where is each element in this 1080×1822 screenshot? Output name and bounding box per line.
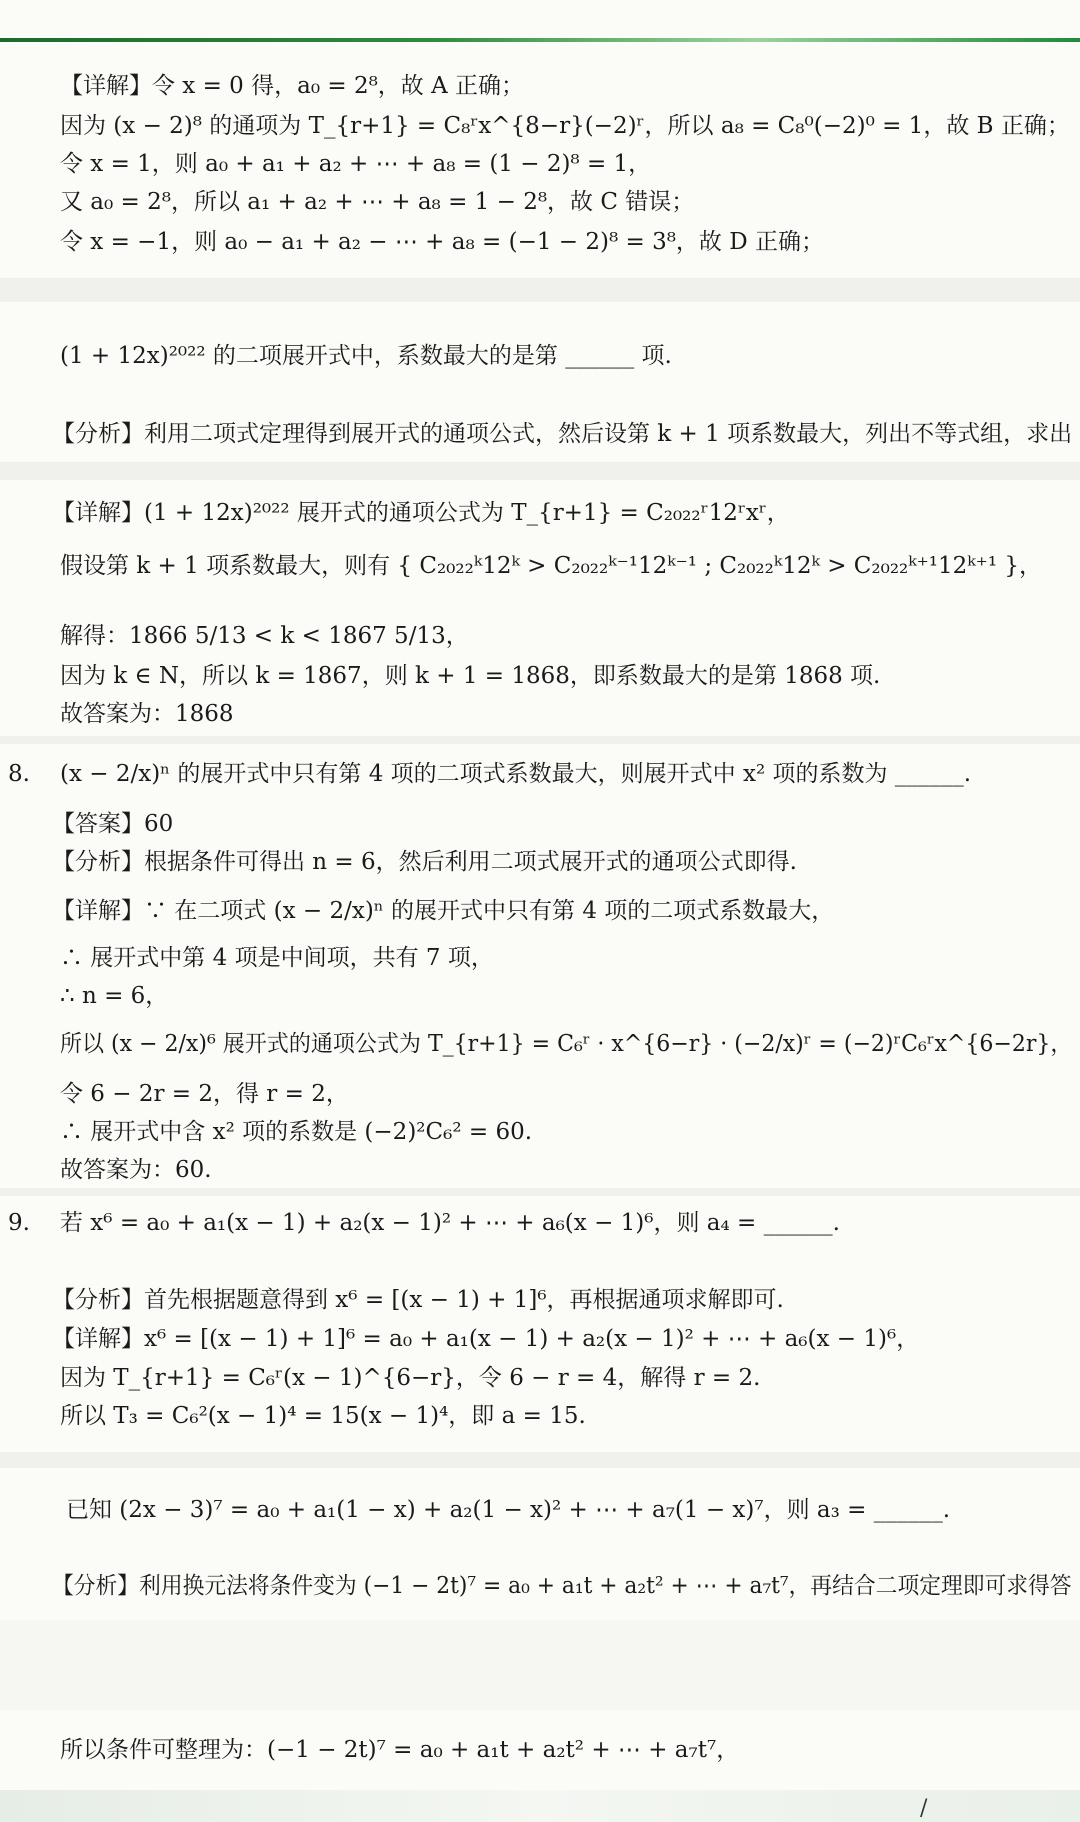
text-line: ∴ n = 6， xyxy=(60,983,169,1009)
text-line: 【详解】令 x = 0 得，a₀ = 2⁸，故 A 正确； xyxy=(60,73,525,99)
text-line: 又 a₀ = 2⁸，所以 a₁ + a₂ + ⋯ + a₈ = 1 − 2⁸，故 C 错误； xyxy=(60,189,695,215)
text-line: 【分析】根据条件可得出 n = 6，然后利用二项式展开式的通项公式即得. xyxy=(52,849,797,875)
text-line: 所以 T₃ = C₆²(x − 1)⁴ = 15(x − 1)⁴，即 a = 15. xyxy=(60,1403,586,1429)
question-number: 9. xyxy=(8,1210,30,1236)
text-line: 因为 T_{r+1} = C₆ʳ(x − 1)^{6−r}，令 6 − r = 4，解得 r = 2. xyxy=(60,1365,761,1391)
text-line: 【详解】x⁶ = [(x − 1) + 1]⁶ = a₀ + a₁(x − 1) + a₂(x − 1)² + ⋯ + a₆(x − 1)⁶， xyxy=(52,1326,920,1352)
text-line: 【分析】利用换元法将条件变为 (−1 − 2t)⁷ = a₀ + a₁t + a₂t² + ⋯ + a₇t⁷，再结合二项定理即可求得答 xyxy=(52,1573,1072,1599)
text-line: 【答案】60 xyxy=(52,811,174,837)
section-gap xyxy=(0,278,1080,302)
text-line: 【详解】(1 + 12x)²⁰²² 展开式的通项公式为 T_{r+1} = C₂₀₂₂ʳ12ʳxʳ， xyxy=(52,500,790,526)
text-line: 因为 k ∈ N，所以 k = 1867，则 k + 1 = 1868，即系数最大的是第 1868 项. xyxy=(60,663,881,689)
section-gap xyxy=(0,1188,1080,1196)
section-gap xyxy=(0,1620,1080,1710)
text-line: 【分析】首先根据题意得到 x⁶ = [(x − 1) + 1]⁶，再根据通项求解即可. xyxy=(52,1287,784,1313)
text-line: 假设第 k + 1 项系数最大，则有 { C₂₀₂₂ᵏ12ᵏ > C₂₀₂₂ᵏ⁻¹12ᵏ⁻¹ ; C₂₀₂₂ᵏ12ᵏ > C₂₀₂₂ᵏ⁺¹12ᵏ⁺¹ }， xyxy=(60,553,1042,579)
footer-strip xyxy=(0,1790,1080,1822)
text-line: 解得：1866 5/13 < k < 1867 5/13， xyxy=(60,623,469,649)
section-gap xyxy=(0,462,1080,480)
text-line: (x − 2/x)ⁿ 的展开式中只有第 4 项的二项式系数最大，则展开式中 x² 项的系数为 ______. xyxy=(60,761,972,787)
text-line: (1 + 12x)²⁰²² 的二项展开式中，系数最大的是第 ______ 项. xyxy=(60,343,672,369)
question-number: 8. xyxy=(8,761,30,787)
text-line: 令 6 − 2r = 2，得 r = 2， xyxy=(60,1081,349,1107)
text-line: 所以 (x − 2/x)⁶ 展开式的通项公式为 T_{r+1} = C₆ʳ · x^{6−r} · (−2/x)ʳ = (−2)ʳC₆ʳx^{6−2r}， xyxy=(60,1031,1073,1057)
text-line: 因为 (x − 2)⁸ 的通项为 T_{r+1} = C₈ʳx^{8−r}(−2)ʳ，所以 a₈ = C₈⁰(−2)⁰ = 1，故 B 正确； xyxy=(60,113,1070,139)
section-gap xyxy=(0,736,1080,744)
text-line: 已知 (2x − 3)⁷ = a₀ + a₁(1 − x) + a₂(1 − x)² + ⋯ + a₇(1 − x)⁷，则 a₃ = ______. xyxy=(66,1497,951,1523)
text-line: ∴ 展开式中含 x² 项的系数是 (−2)²C₆² = 60. xyxy=(60,1119,533,1145)
section-gap xyxy=(0,1452,1080,1468)
text-line: 所以条件可整理为：(−1 − 2t)⁷ = a₀ + a₁t + a₂t² + ⋯ + a₇t⁷， xyxy=(60,1737,740,1763)
header-divider xyxy=(0,38,1080,42)
text-line: 【分析】利用二项式定理得到展开式的通项公式，然后设第 k + 1 项系数最大，列出不等式组，求出 xyxy=(52,421,1073,447)
corner-mark: / xyxy=(920,1796,928,1821)
text-line: 故答案为：60. xyxy=(60,1157,212,1183)
text-line: 【详解】∵ 在二项式 (x − 2/x)ⁿ 的展开式中只有第 4 项的二项式系数最大， xyxy=(52,898,835,924)
text-line: ∴ 展开式中第 4 项是中间项，共有 7 项， xyxy=(60,945,494,971)
text-line: 令 x = −1，则 a₀ − a₁ + a₂ − ⋯ + a₈ = (−1 − 2)⁸ = 3⁸，故 D 正确； xyxy=(60,229,824,255)
text-line: 若 x⁶ = a₀ + a₁(x − 1) + a₂(x − 1)² + ⋯ + a₆(x − 1)⁶，则 a₄ = ______. xyxy=(60,1210,840,1236)
text-line: 故答案为：1868 xyxy=(60,701,234,727)
text-line: 令 x = 1，则 a₀ + a₁ + a₂ + ⋯ + a₈ = (1 − 2)⁸ = 1， xyxy=(60,151,652,177)
